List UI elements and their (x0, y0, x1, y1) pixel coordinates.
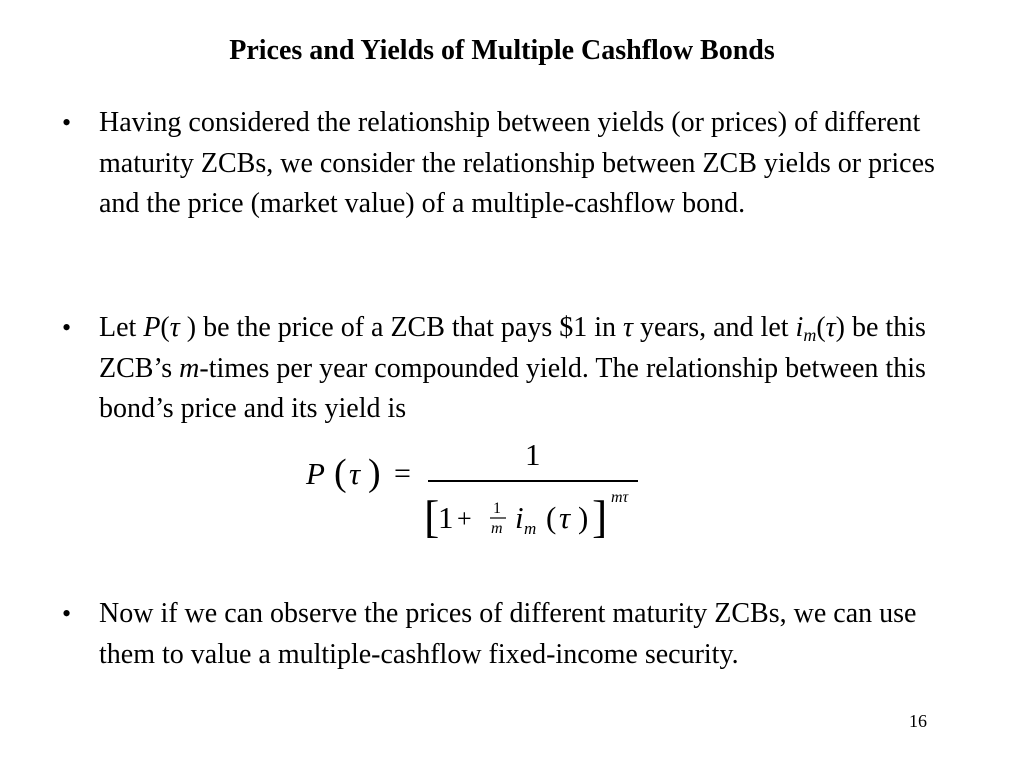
formula-tau: τ (349, 456, 361, 491)
bullet-text-part: -times per year compounded yield. The relationship between this bond’s price and its yield is (99, 352, 926, 424)
formula-i-subscript: m (524, 519, 537, 538)
price-symbol-P: P (143, 312, 161, 343)
formula-inner-rparen: ) (578, 500, 589, 535)
bullet-item-2 (62, 308, 979, 430)
formula-plus: + (457, 504, 472, 533)
formula-i: i (515, 500, 524, 535)
formula-equals: = (394, 457, 411, 490)
yield-subscript-m: m (803, 325, 817, 345)
formula-right-bracket: ] (592, 491, 608, 542)
bullet-text-part: ) be the price of a ZCB that pays $1 in (179, 312, 623, 343)
bullet-text-part: ( (816, 312, 826, 343)
tau-symbol: τ (169, 312, 180, 343)
bullet-text-part: years, and let (633, 312, 796, 343)
formula-P: P (306, 456, 325, 491)
formula-left-bracket: [ (424, 491, 440, 542)
bullet-text: Having considered the relationship between yields (or prices) of different maturity ZCBs, we consider the relationship between ZCB yields or prices and the price (market value) of a multiple-cashflow bond. (99, 107, 935, 219)
formula-one: 1 (438, 500, 454, 535)
tau-symbol: τ (825, 312, 836, 343)
bullet-marker: • (62, 108, 72, 137)
formula-rparen: ) (368, 452, 381, 494)
formula-frac-numerator: 1 (493, 500, 501, 517)
bullet-item-3 (62, 594, 979, 675)
formula-numerator: 1 (525, 437, 541, 472)
formula-exponent: mτ (611, 489, 629, 506)
bullet-text-part: ) be this ZCB’s (99, 312, 926, 384)
bullet-item-1 (62, 103, 979, 225)
m-symbol: m (179, 352, 200, 384)
bullet-marker: • (62, 599, 72, 628)
formula-lparen: ( (334, 452, 347, 494)
tau-symbol: τ (623, 312, 634, 343)
bullet-text: Now if we can observe the prices of different maturity ZCBs, we can use them to value a multiple-cashflow fixed-income security. (99, 598, 917, 670)
yield-symbol-i: i (795, 312, 804, 343)
slide-title: Prices and Yields of Multiple Cashflow Bonds (229, 35, 775, 66)
bullet-text-part: ( (160, 312, 170, 343)
formula-inner-tau: τ (559, 500, 571, 535)
formula-frac-denominator: m (491, 520, 503, 537)
page-number: 16 (909, 711, 927, 731)
formula-inner-lparen: ( (546, 500, 557, 535)
bullet-marker: • (62, 313, 72, 342)
price-yield-formula (270, 430, 690, 550)
bullet-text-part: Let (99, 312, 144, 343)
